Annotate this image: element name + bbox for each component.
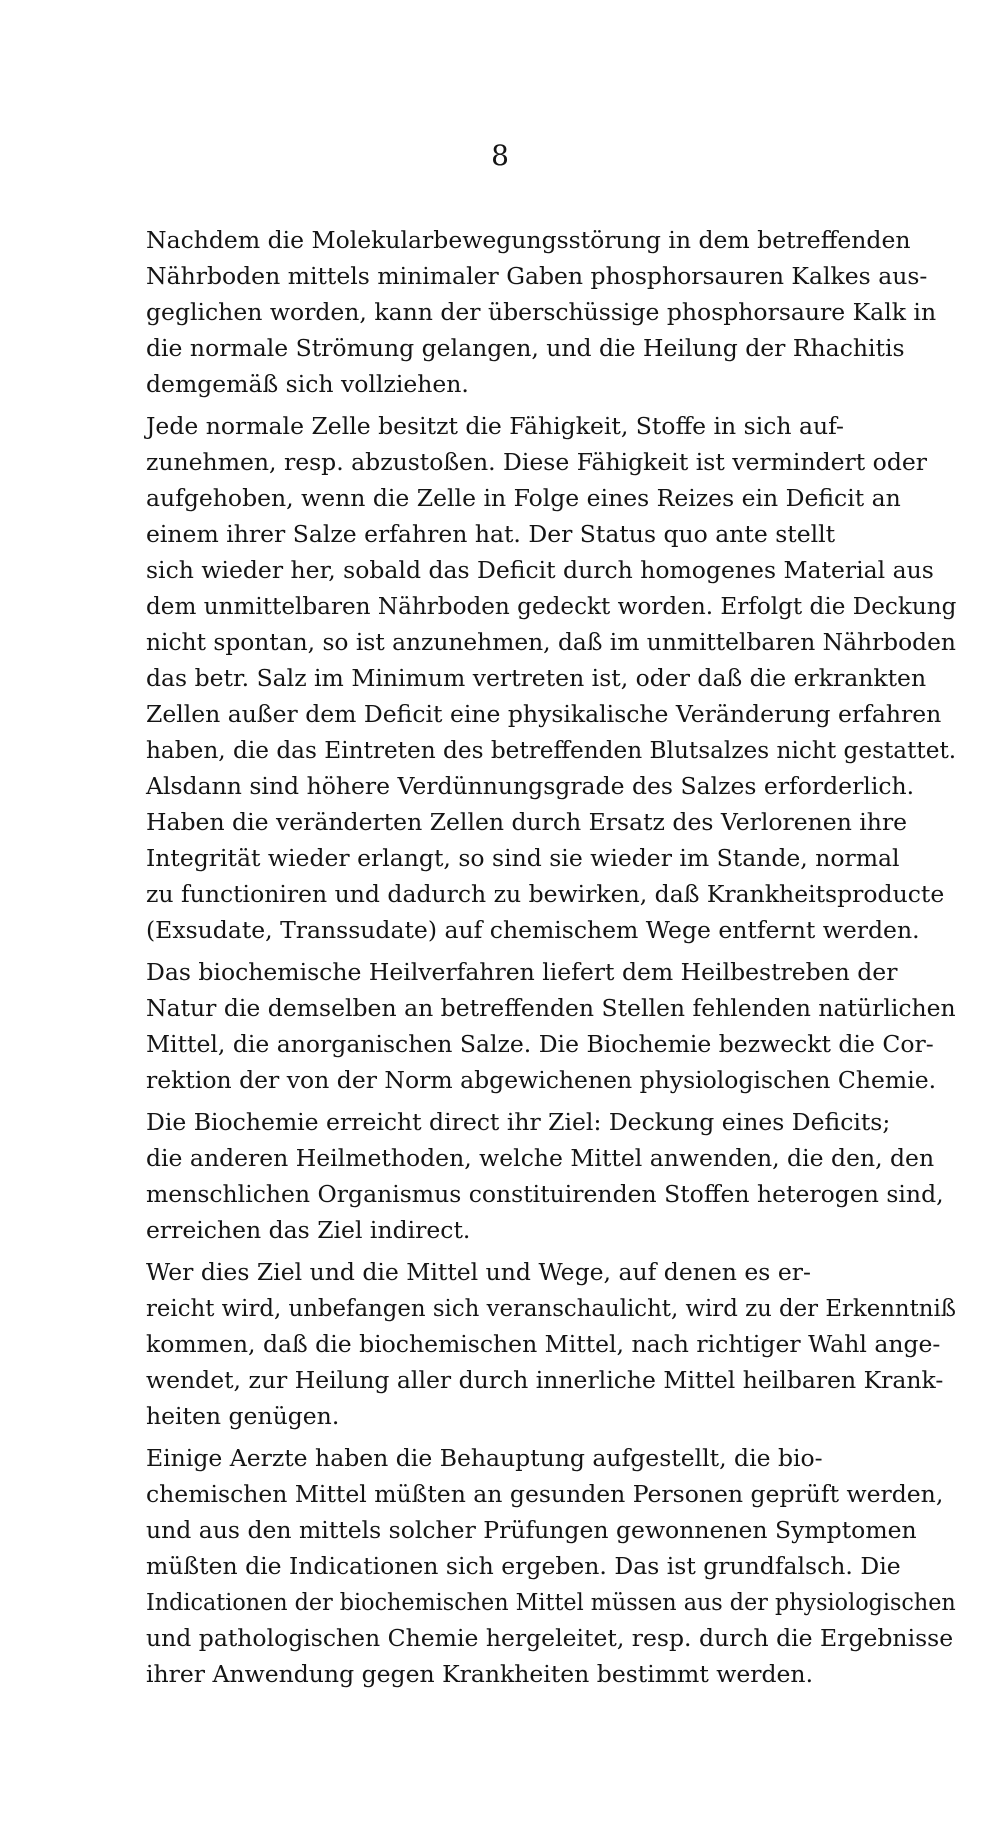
text-line: Einige Aerzte haben die Behauptung aufgestellt, die bio- [146, 1444, 823, 1472]
text-line: Jede normale Zelle besitzt die Fähigkeit, Stoffe in sich auf- [146, 412, 844, 440]
text-line: ihrer Anwendung gegen Krankheiten bestimmt werden. [146, 1660, 814, 1688]
text-line: einem ihrer Salze erfahren hat. Der Status quo ante stellt [146, 520, 836, 548]
paragraph-1 [146, 222, 956, 402]
text-line: Haben die veränderten Zellen durch Ersatz des Verlorenen ihre [146, 808, 908, 836]
text-line: und aus den mittels solcher Prüfungen gewonnenen Symptomen [146, 1516, 917, 1544]
text-line: heiten genügen. [146, 1402, 340, 1430]
text-line: kommen, daß die biochemischen Mittel, nach richtiger Wahl ange- [146, 1330, 941, 1358]
text-line: menschlichen Organismus constituirenden Stoffen heterogen sind, [146, 1180, 944, 1208]
text-line: demgemäß sich vollziehen. [146, 370, 469, 398]
text-line: reicht wird, unbefangen sich veranschaulicht, wird zu der Erkenntniß [146, 1294, 957, 1322]
text-line: und pathologischen Chemie hergeleitet, resp. durch die Ergebnisse [146, 1624, 954, 1652]
text-line: Nachdem die Molekularbewegungsstörung in dem betreffenden [146, 226, 911, 254]
paragraph-4 [146, 1104, 956, 1248]
text-line: müßten die Indicationen sich ergeben. Das ist grundfalsch. Die [146, 1552, 901, 1580]
text-line: Integrität wieder erlangt, so sind sie wieder im Stande, normal [146, 844, 900, 872]
paragraph-2 [146, 408, 956, 948]
text-line: nicht spontan, so ist anzunehmen, daß im unmittelbaren Nährboden [146, 628, 956, 656]
text-line: Natur die demselben an betreffenden Stellen fehlenden natürlichen [146, 994, 956, 1022]
text-line: (Exsudate, Transsudate) auf chemischem Wege entfernt werden. [146, 916, 920, 944]
text-line: Alsdann sind höhere Verdünnungsgrade des Salzes erforderlich. [146, 772, 915, 800]
text-line: chemischen Mittel müßten an gesunden Personen geprüft werden, [146, 1480, 944, 1508]
text-line: geglichen worden, kann der überschüssige phosphorsaure Kalk in [146, 298, 937, 326]
paragraph-3 [146, 954, 956, 1098]
text-line: rektion der von der Norm abgewichenen physiologischen Chemie. [146, 1066, 937, 1094]
text-line: Die Biochemie erreicht direct ihr Ziel: Deckung eines Deficits; [146, 1108, 891, 1136]
text-line: sich wieder her, sobald das Deficit durch homogenes Material aus [146, 556, 934, 584]
body-text [146, 222, 956, 1698]
text-line: Nährboden mittels minimaler Gaben phosphorsauren Kalkes aus- [146, 262, 928, 290]
text-line: dem unmittelbaren Nährboden gedeckt worden. Erfolgt die Deckung [146, 592, 957, 620]
text-line: Das biochemische Heilverfahren liefert dem Heilbestreben der [146, 958, 898, 986]
paragraph-6 [146, 1440, 956, 1692]
text-line: die anderen Heilmethoden, welche Mittel anwenden, die den, den [146, 1144, 935, 1172]
text-line: erreichen das Ziel indirect. [146, 1216, 471, 1244]
text-line: Indicationen der biochemischen Mittel müssen aus der physiologischen [146, 1588, 956, 1616]
text-line: das betr. Salz im Minimum vertreten ist, oder daß die erkrankten [146, 664, 927, 692]
page-number: 8 [491, 139, 509, 172]
text-line: Zellen außer dem Deficit eine physikalische Veränderung erfahren [146, 700, 942, 728]
text-line: die normale Strömung gelangen, und die Heilung der Rhachitis [146, 334, 905, 362]
text-line: aufgehoben, wenn die Zelle in Folge eines Reizes ein Deficit an [146, 484, 901, 512]
text-line: Wer dies Ziel und die Mittel und Wege, auf denen es er- [146, 1258, 811, 1286]
text-line: haben, die das Eintreten des betreffenden Blutsalzes nicht gestattet. [146, 736, 957, 764]
text-line: zu functioniren und dadurch zu bewirken, daß Krankheitsproducte [146, 880, 945, 908]
text-line: Mittel, die anorganischen Salze. Die Biochemie bezweckt die Cor- [146, 1030, 934, 1058]
text-line: wendet, zur Heilung aller durch innerliche Mittel heilbaren Krank- [146, 1366, 944, 1394]
text-line: zunehmen, resp. abzustoßen. Diese Fähigkeit ist vermindert oder [146, 448, 928, 476]
paragraph-5 [146, 1254, 956, 1434]
